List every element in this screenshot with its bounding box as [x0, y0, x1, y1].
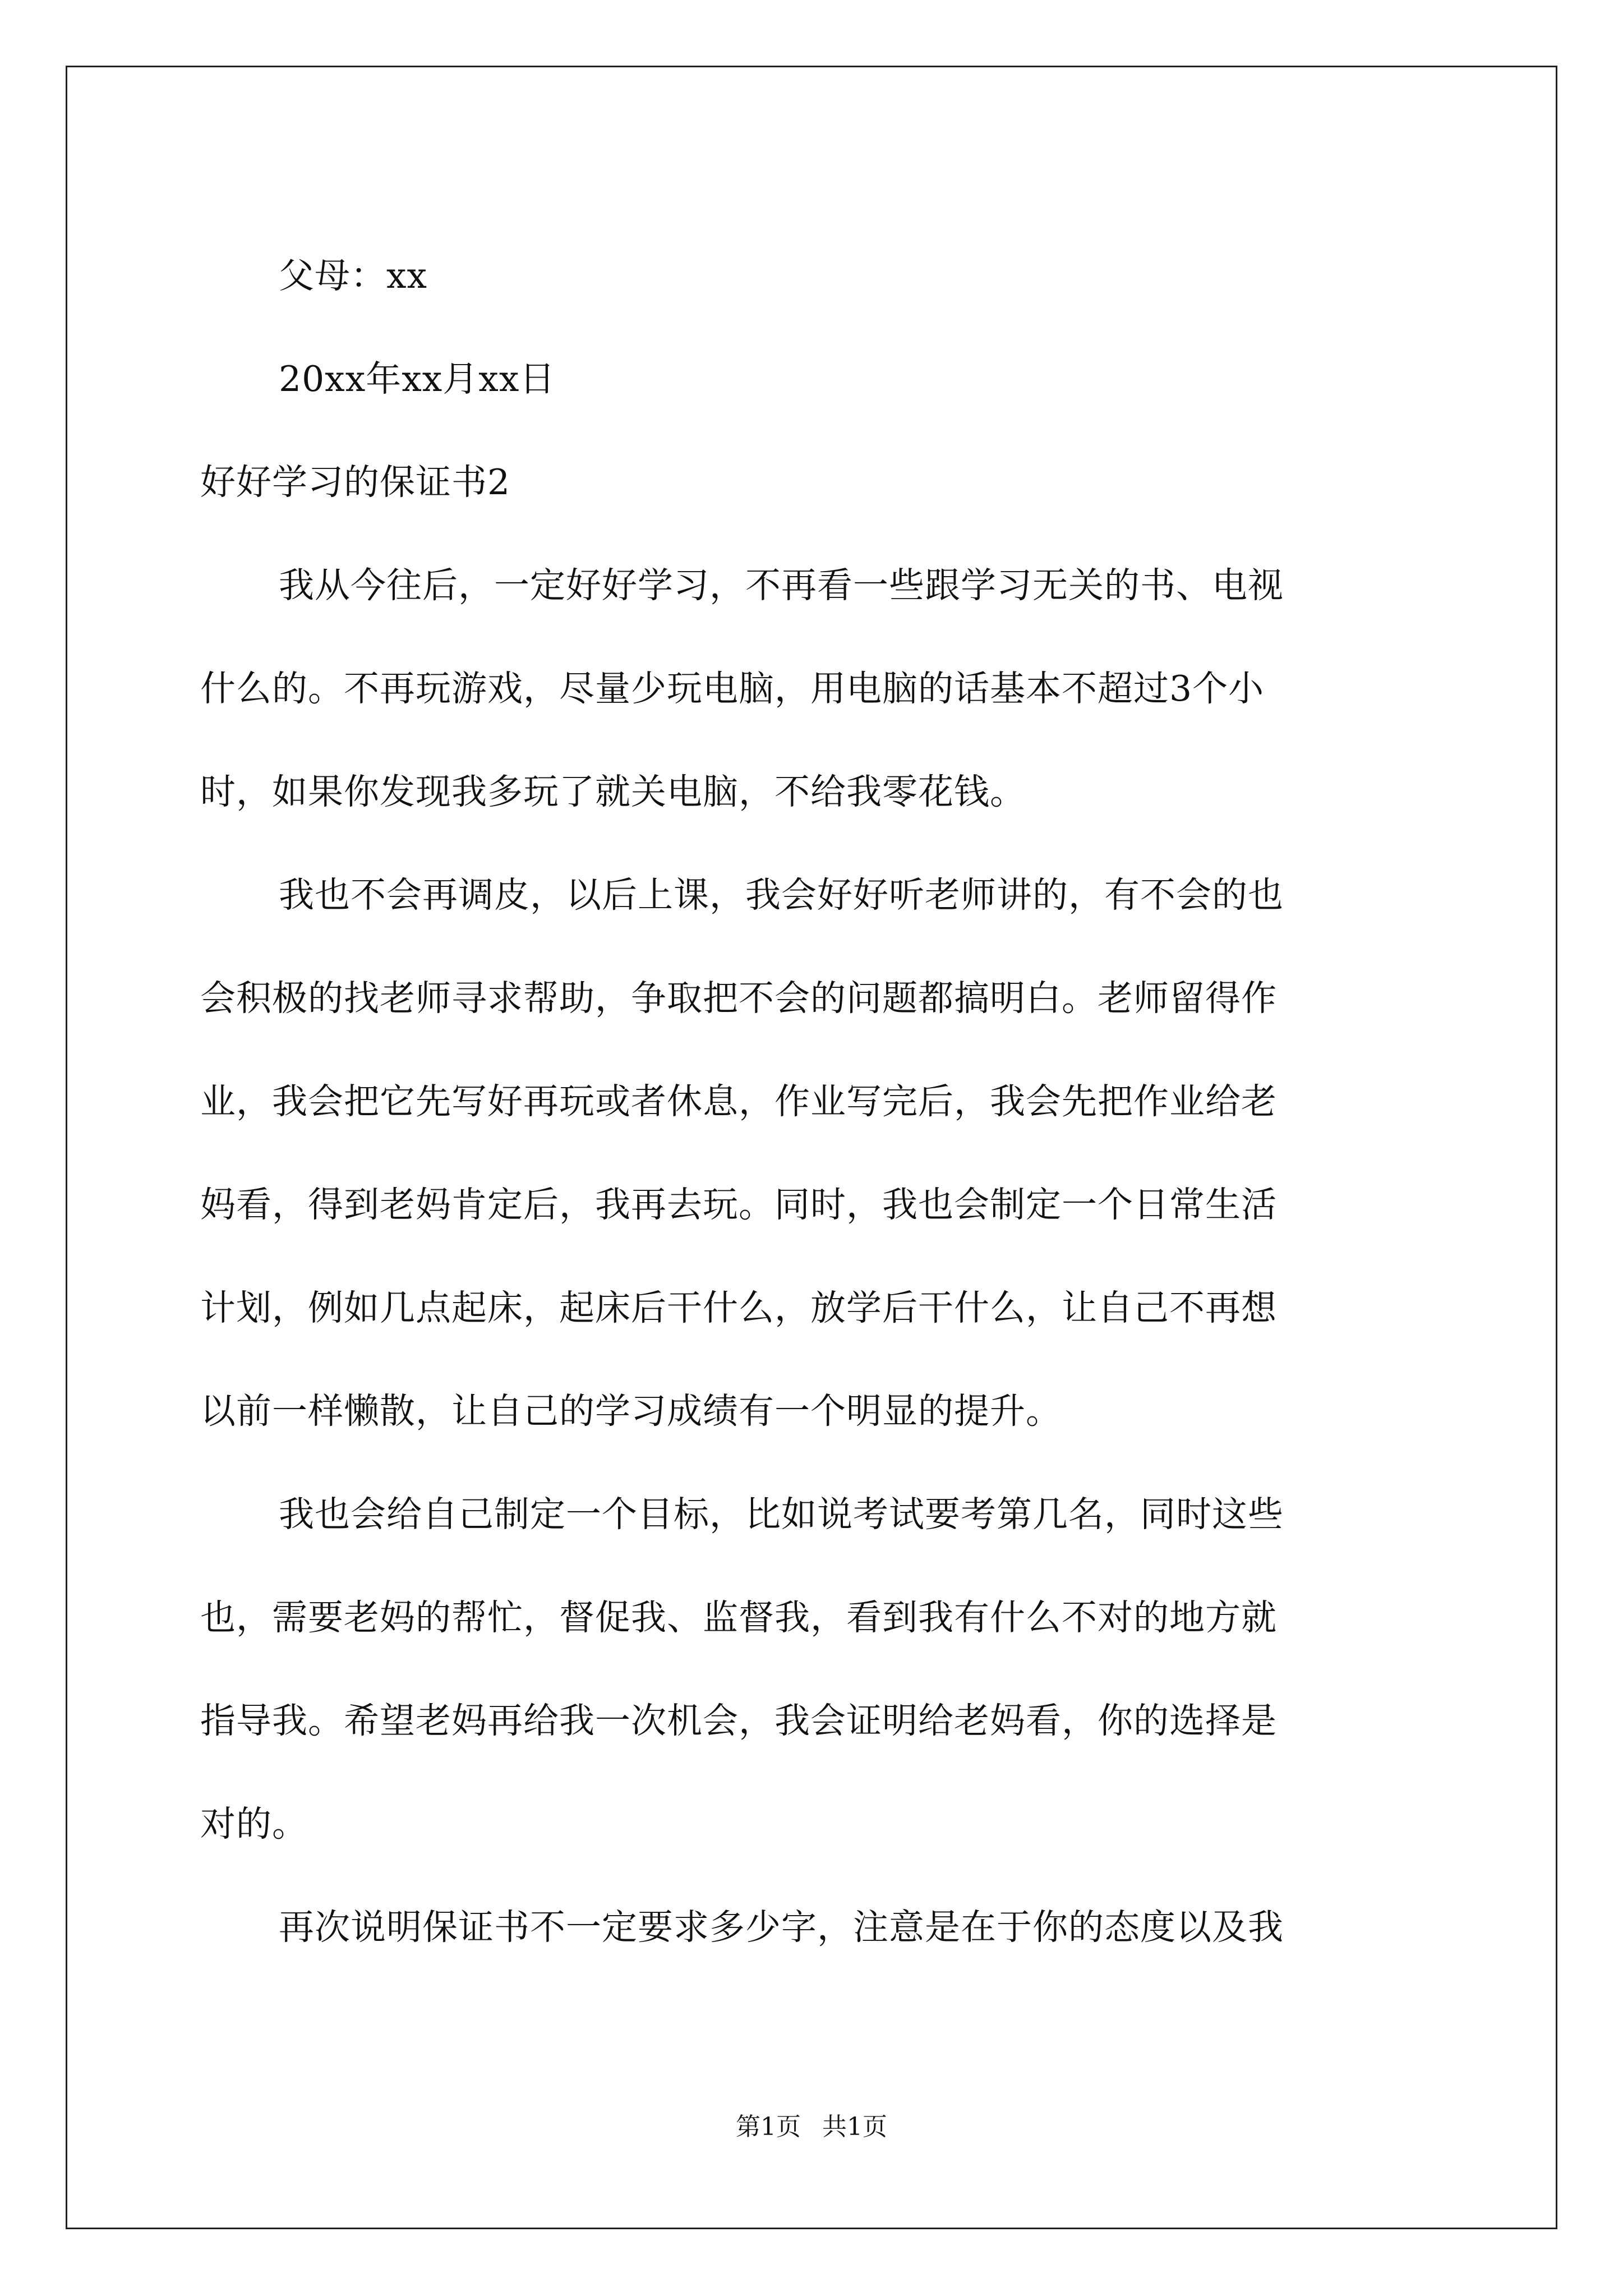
page-number-total: 共1页 — [822, 2113, 887, 2141]
paragraph-4 — [200, 1876, 1423, 1979]
signature-date: 20xx年xx月xx日 — [279, 358, 556, 399]
paragraph-1 — [200, 534, 1423, 844]
paragraph-line: 我也不会再调皮，以后上课，我会好好听老师讲的，有不会的也 — [279, 875, 1284, 915]
paragraph-line: 也，需要老妈的帮忙，督促我、监督我，看到我有什么不对的地方就 — [200, 1597, 1277, 1638]
section-title: 好好学习的保证书2 — [200, 462, 511, 503]
page-number-current: 第1页 — [736, 2113, 801, 2141]
paragraph-line: 时，如果你发现我多玩了就关电脑，不给我零花钱。 — [200, 771, 1026, 812]
paragraph-line: 什么的。不再玩游戏，尽量少玩电脑，用电脑的话基本不超过3个小 — [200, 668, 1265, 709]
paragraph-line: 我也会给自己制定一个目标，比如说考试要考第几名，同时这些 — [279, 1494, 1284, 1535]
paragraph-line: 再次说明保证书不一定要求多少字，注意是在于你的态度以及我 — [279, 1907, 1284, 1948]
paragraph-line: 指导我。希望老妈再给我一次机会，我会证明给老妈看，你的选择是 — [200, 1700, 1277, 1741]
document-body — [200, 224, 1423, 1979]
signature-parents: 父母：xx — [279, 255, 428, 296]
paragraph-line: 业，我会把它先写好再玩或者休息，作业写完后，我会先把作业给老 — [200, 1081, 1277, 1122]
paragraph-line: 以前一样懒散，让自己的学习成绩有一个明显的提升。 — [200, 1391, 1062, 1432]
paragraph-line: 妈看，得到老妈肯定后，我再去玩。同时，我也会制定一个日常生活 — [200, 1184, 1277, 1225]
page-footer — [0, 2106, 1623, 2142]
paragraph-line: 我从今往后，一定好好学习，不再看一些跟学习无关的书、电视 — [279, 565, 1284, 606]
paragraph-line: 对的。 — [200, 1803, 308, 1844]
paragraph-line: 会积极的找老师寻求帮助，争取把不会的问题都搞明白。老师留得作 — [200, 978, 1277, 1019]
paragraph-line: 计划，例如几点起床，起床后干什么，放学后干什么，让自己不再想 — [200, 1287, 1277, 1328]
paragraph-2 — [200, 844, 1423, 1463]
paragraph-3 — [200, 1463, 1423, 1876]
